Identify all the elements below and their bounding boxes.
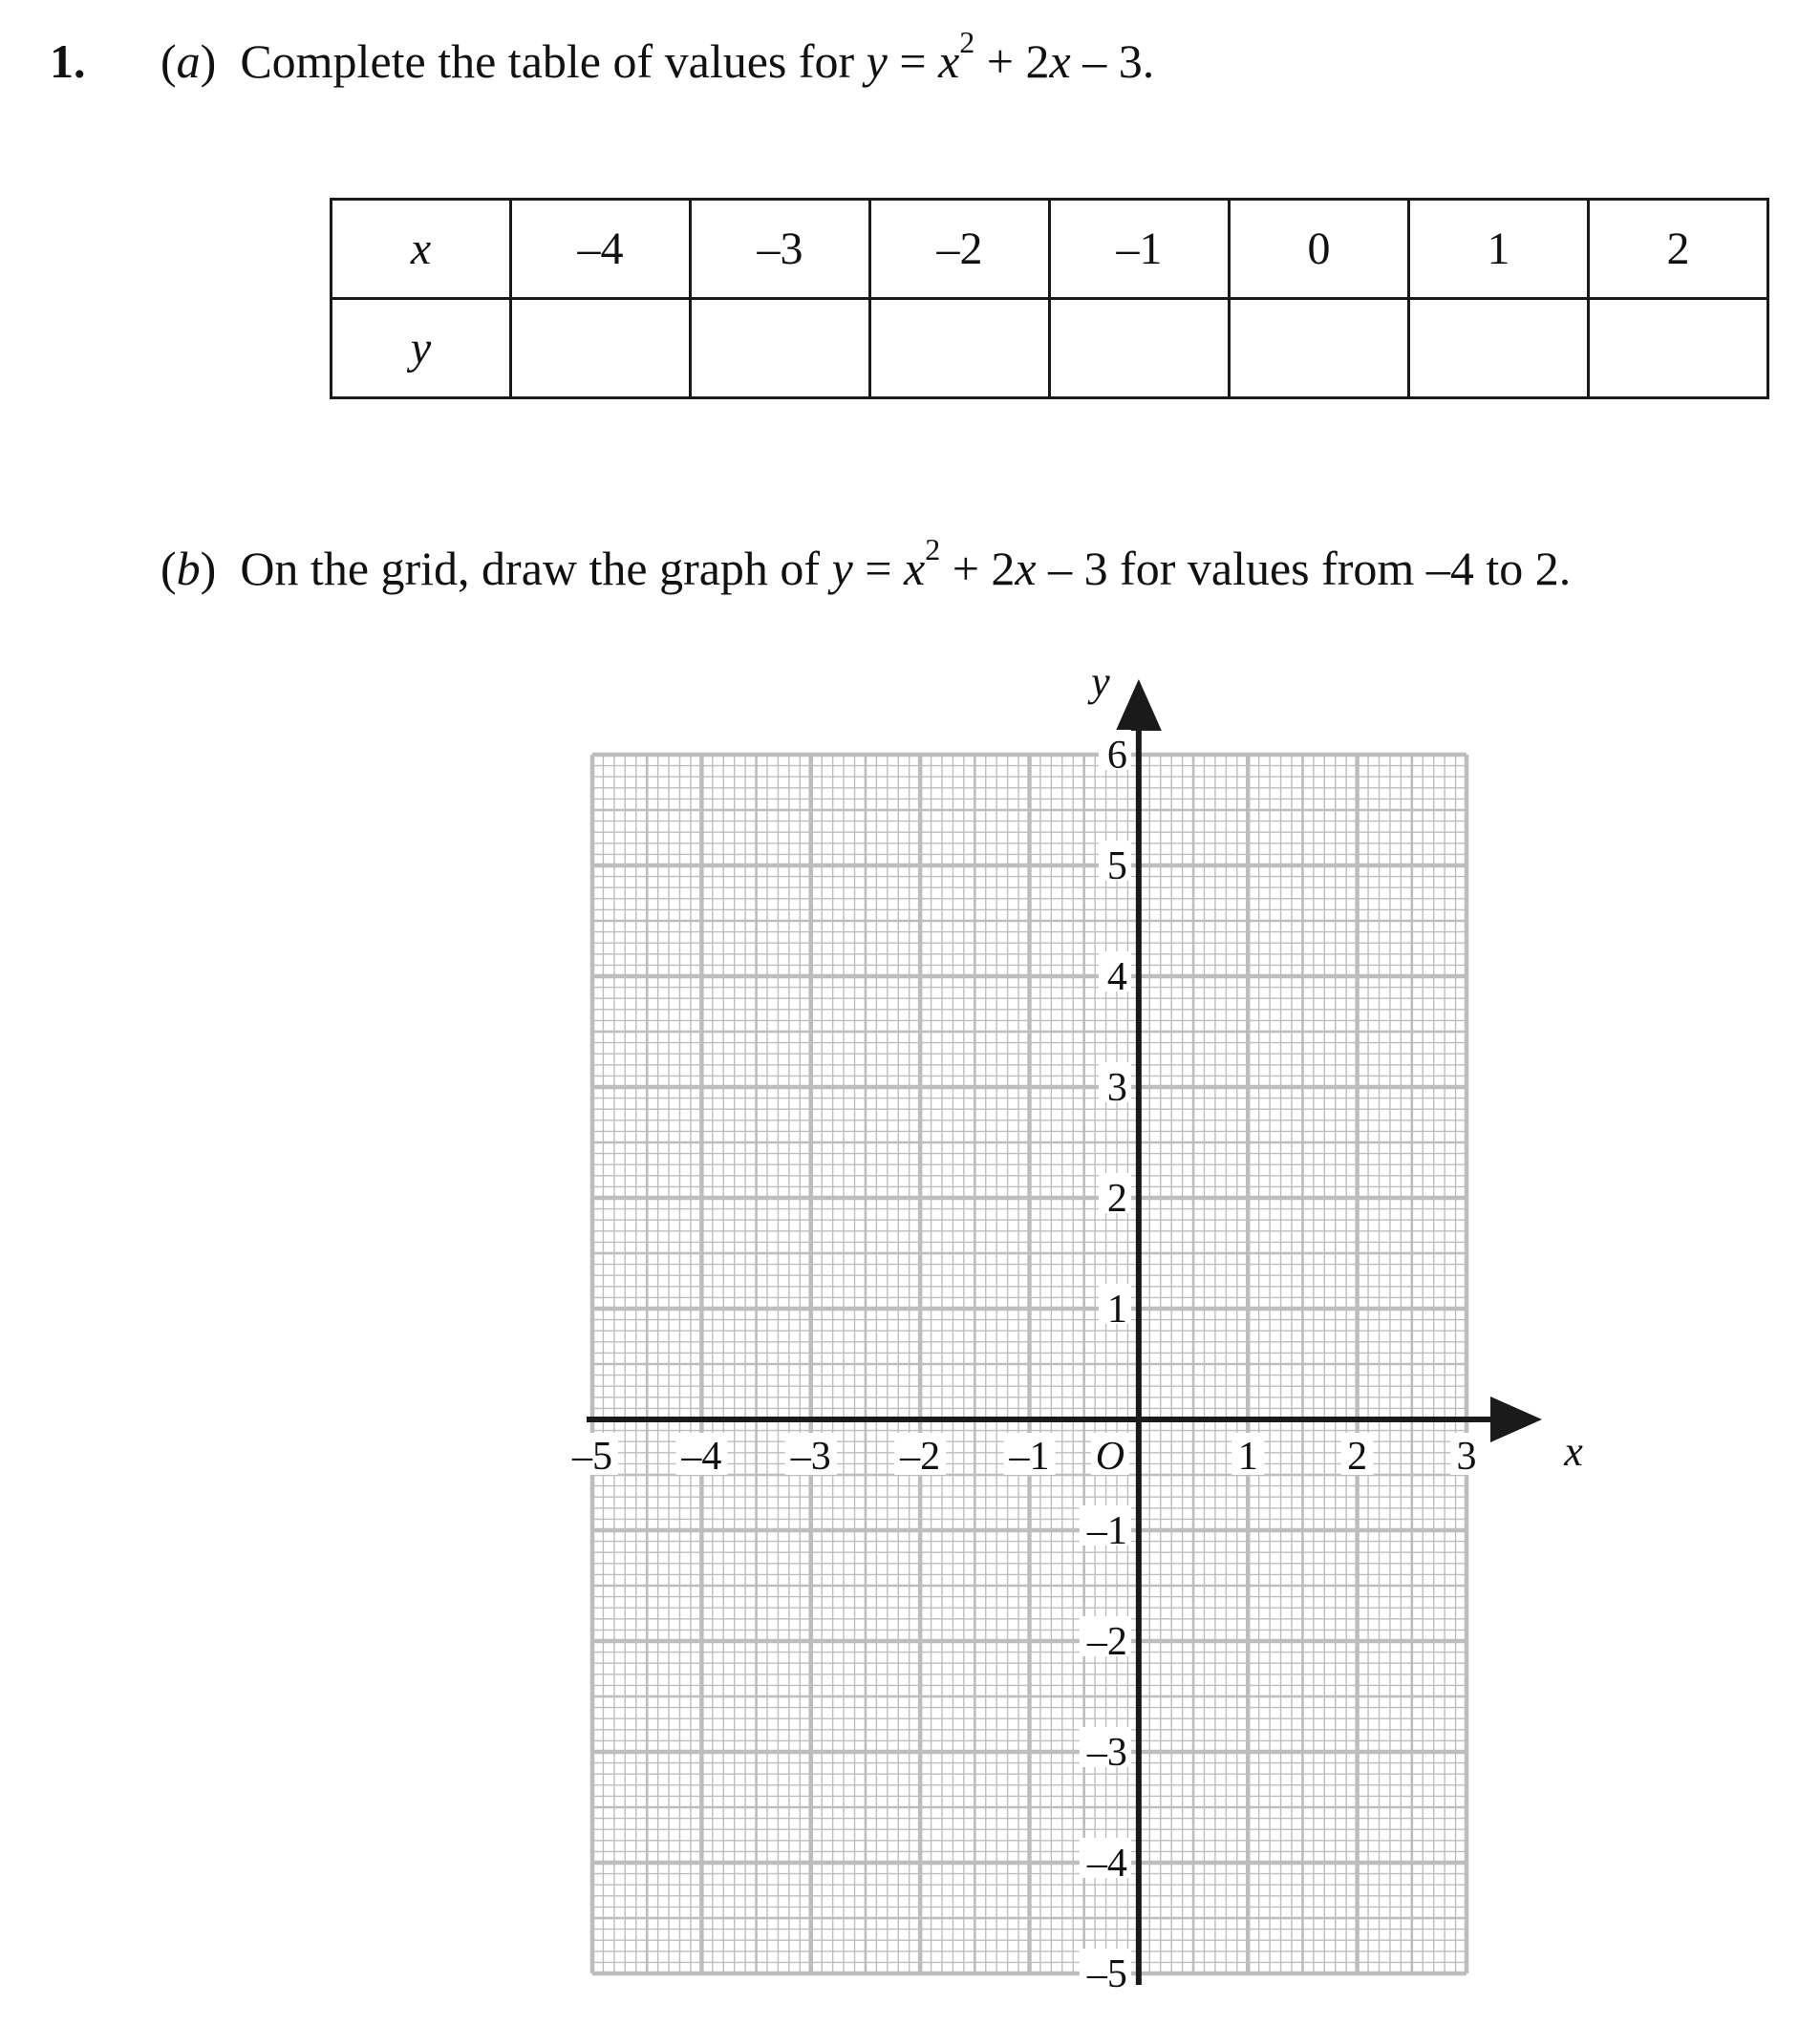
part-b-x-var: x [903,542,926,595]
x-tick-label: 1 [1237,1435,1258,1479]
x-tick-label: 2 [1347,1435,1368,1479]
question-number: 1. [50,34,86,88]
table-x-cell: 0 [1230,200,1409,299]
y-tick-label: –4 [1086,1842,1127,1886]
table-x-cell: 1 [1409,200,1589,299]
y-tick-label: 2 [1106,1177,1127,1221]
part-a-label: a [176,34,201,88]
part-a-y-var: y [866,34,888,88]
y-tick-label: –3 [1086,1731,1127,1775]
x-axis-label: x [1564,1428,1583,1475]
y-tick-label: –5 [1086,1952,1127,1996]
table-x-cell: –1 [1050,200,1230,299]
part-a-equals: = [887,34,939,88]
part-b-equals: = [852,542,904,595]
part-a-prompt: (a) Complete the table of values for $y = x^2 + 2x - 3$. [161,25,1155,88]
y-tick-label: –2 [1086,1620,1127,1664]
part-b-x-var-2: x [1015,542,1037,595]
part-b-minus-term: – 3 for values from –4 to 2. [1036,542,1572,595]
table-x-cell: 2 [1589,200,1768,299]
table-header-y: y [332,299,511,398]
part-b-label: b [176,542,201,595]
x-tick-label: –4 [681,1435,722,1479]
x-tick-label: –5 [572,1435,612,1479]
part-a-text: Complete the table of values for [240,34,867,88]
part-a-minus-term: – 3. [1070,34,1155,88]
table-x-cell: –3 [691,200,870,299]
part-a-plus-term: + 2 [974,34,1050,88]
y-tick-label: 1 [1106,1288,1127,1332]
x-tick-label: –2 [900,1435,941,1479]
part-a-x-var: x [938,34,960,88]
part-b-plus-term: + 2 [940,542,1016,595]
table-x-cell: –2 [870,200,1050,299]
part-a-power: 2 [959,25,975,59]
table-header-x: x [332,200,511,299]
part-b-y-var: y [831,542,853,595]
y-tick-label: 4 [1106,955,1127,999]
y-tick-label: 6 [1106,734,1127,778]
y-tick-label: –1 [1086,1509,1127,1553]
y-tick-label: 3 [1106,1066,1127,1110]
table-x-cell: –4 [511,200,691,299]
x-tick-label: –3 [790,1435,831,1479]
origin-label: O [1095,1435,1125,1479]
x-tick-label: –1 [1009,1435,1050,1479]
part-a-x-var-2: x [1049,34,1071,88]
part-b-text: On the grid, draw the graph of [240,542,832,595]
part-b-power: 2 [925,532,941,566]
part-b-prompt: (b) On the grid, draw the graph of $y = x^2 + 2x - 3$ for values from –4 to 2. [161,532,1572,595]
y-axis-label: y [1091,658,1110,705]
y-tick-label: 5 [1106,844,1127,888]
x-tick-label: 3 [1456,1435,1477,1479]
